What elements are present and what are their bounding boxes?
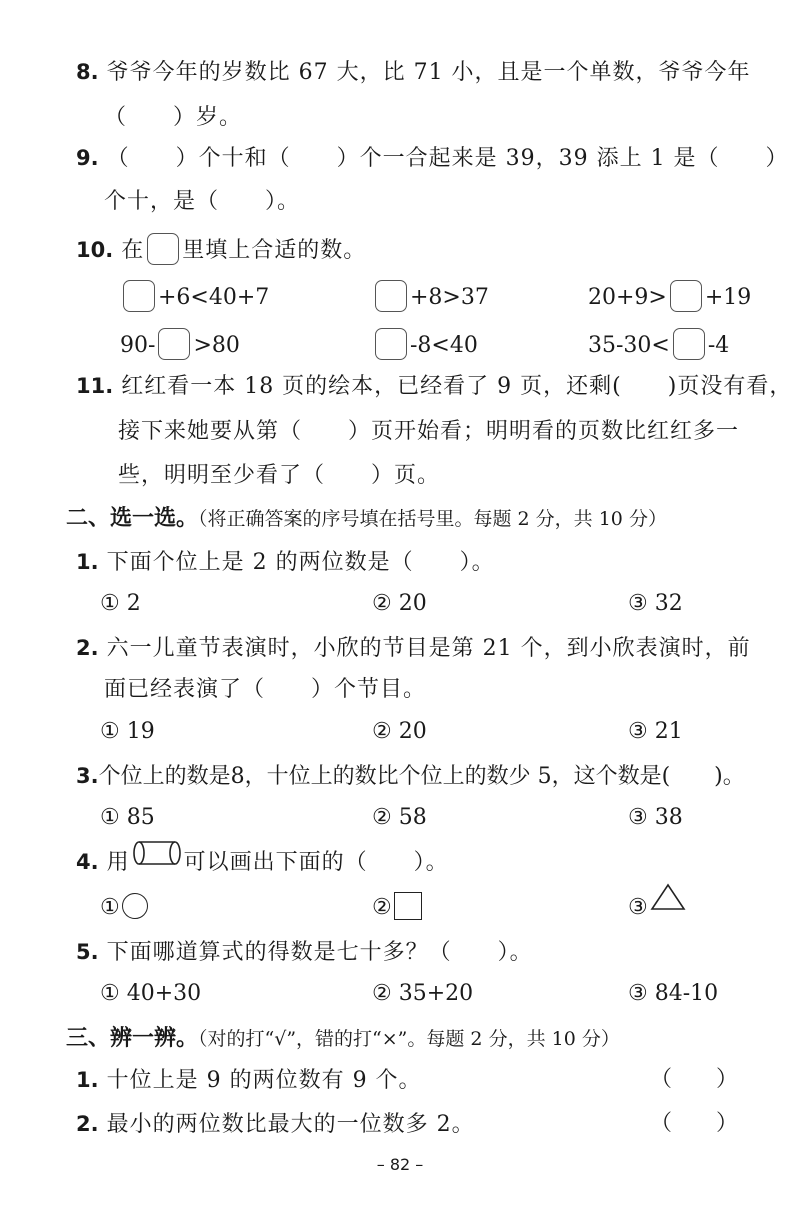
s2q4-option-2[interactable]: ② <box>372 886 422 930</box>
s2q2-option-2[interactable]: ② 20 <box>372 719 427 744</box>
s3q2-line: 2. 最小的两位数比最大的一位数多 2。 <box>76 1112 475 1137</box>
q10-item-5: -8<40 <box>372 324 478 368</box>
q10-post: 里填上合适的数。 <box>182 238 367 263</box>
q10-answer-box-6[interactable] <box>673 328 705 360</box>
section2-note: （将正确答案的序号填在括号里。每题 2 分，共 10 分） <box>198 508 667 530</box>
q10-answer-box-1[interactable] <box>123 280 155 312</box>
q8-number: 8. <box>76 60 99 84</box>
q9-line2: 个十，是（ ）。 <box>104 189 301 214</box>
q9-number: 9. <box>76 146 99 170</box>
s2q3-line: 3.个位上的数是8，十位上的数比个位上的数少 5，这个数是( )。 <box>76 764 745 789</box>
s2q2-option-1[interactable]: ① 19 <box>100 719 155 744</box>
s2q2-option-3[interactable]: ③ 21 <box>628 719 683 744</box>
q10-answer-box-sample <box>147 233 179 265</box>
q8-line1 <box>76 50 751 94</box>
q10-item-4: 90- >80 <box>120 324 240 368</box>
section3-title: 三、辨一辨。 <box>66 1025 199 1051</box>
s2q4-line: 4. 用 可以画出下面的（ ）。 <box>76 840 449 884</box>
q10-answer-box-2[interactable] <box>375 280 407 312</box>
q11-line3: 些，明明至少看了（ ）页。 <box>118 463 441 488</box>
q10-item-1: +6<40+7 <box>120 276 269 320</box>
q10-answer-box-5[interactable] <box>375 328 407 360</box>
q10-answer-box-4[interactable] <box>158 328 190 360</box>
s2q1-line: 1. 下面个位上是 2 的两位数是（ ）。 <box>76 550 495 575</box>
q10-pre: 在 <box>121 238 145 263</box>
s2q5-option-2[interactable]: ② 35+20 <box>372 981 474 1006</box>
section2-header <box>66 496 667 540</box>
cylinder-icon <box>132 838 182 882</box>
s2q1-option-2[interactable]: ② 20 <box>372 591 427 616</box>
s2q4-option-1[interactable]: ① <box>100 886 148 930</box>
q8-line2: （ ）岁。 <box>104 105 243 130</box>
s3q2-answer-paren[interactable]: （ ） <box>650 1111 739 1136</box>
s2q1-option-3[interactable]: ③ 32 <box>628 591 683 616</box>
q10-number: 10. <box>76 238 114 262</box>
s2q2-line1: 2. 六一儿童节表演时，小欣的节目是第 21 个，到小欣表演时，前 <box>76 636 751 661</box>
q9-text-1: （ ）个十和（ ）个一合起来是 39，39 添上 1 是（ ） <box>106 146 789 171</box>
s2q5-option-3[interactable]: ③ 84-10 <box>628 981 719 1006</box>
q11-line2: 接下来她要从第（ ）页开始看；明明看的页数比红红多一 <box>118 419 740 444</box>
q10-item-3: 20+9> +19 <box>588 276 751 320</box>
s3q1-line: 1. 十位上是 9 的两位数有 9 个。 <box>76 1068 422 1093</box>
q9-line1 <box>76 136 789 180</box>
section3-header <box>66 1016 620 1060</box>
section2-title: 二、选一选。 <box>66 505 199 531</box>
s2q3-option-2[interactable]: ② 58 <box>372 805 427 830</box>
s2q5-line: 5. 下面哪道算式的得数是七十多？（ ）。 <box>76 940 533 965</box>
q10-answer-box-3[interactable] <box>670 280 702 312</box>
s2q2-line2: 面已经表演了（ ）个节目。 <box>104 677 427 702</box>
square-icon <box>394 892 422 920</box>
section3-note: （对的打“√”，错的打“×”。每题 2 分，共 10 分） <box>198 1028 620 1050</box>
q10-item-6: 35-30< -4 <box>588 324 729 368</box>
q10-line <box>76 228 366 272</box>
s2q1-option-1[interactable]: ① 2 <box>100 591 141 616</box>
q11-number: 11. <box>76 374 114 398</box>
triangle-icon <box>650 883 686 927</box>
q11-text-1: 红红看一本 18 页的绘本，已经看了 9 页，还剩( )页没有看， <box>121 374 793 399</box>
q8-text-1: 爷爷今年的岁数比 67 大，比 71 小，且是一个单数，爷爷今年 <box>106 60 751 85</box>
s2q3-option-3[interactable]: ③ 38 <box>628 805 683 830</box>
s2q4-option-3[interactable]: ③ <box>628 886 686 930</box>
q11-line1 <box>76 364 792 408</box>
s3q1-answer-paren[interactable]: （ ） <box>650 1067 739 1092</box>
s2q5-option-1[interactable]: ① 40+30 <box>100 981 202 1006</box>
s2q3-option-1[interactable]: ① 85 <box>100 805 155 830</box>
q10-item-2: +8>37 <box>372 276 489 320</box>
circle-icon <box>122 893 148 919</box>
page-number: – 82 – <box>376 1155 424 1174</box>
